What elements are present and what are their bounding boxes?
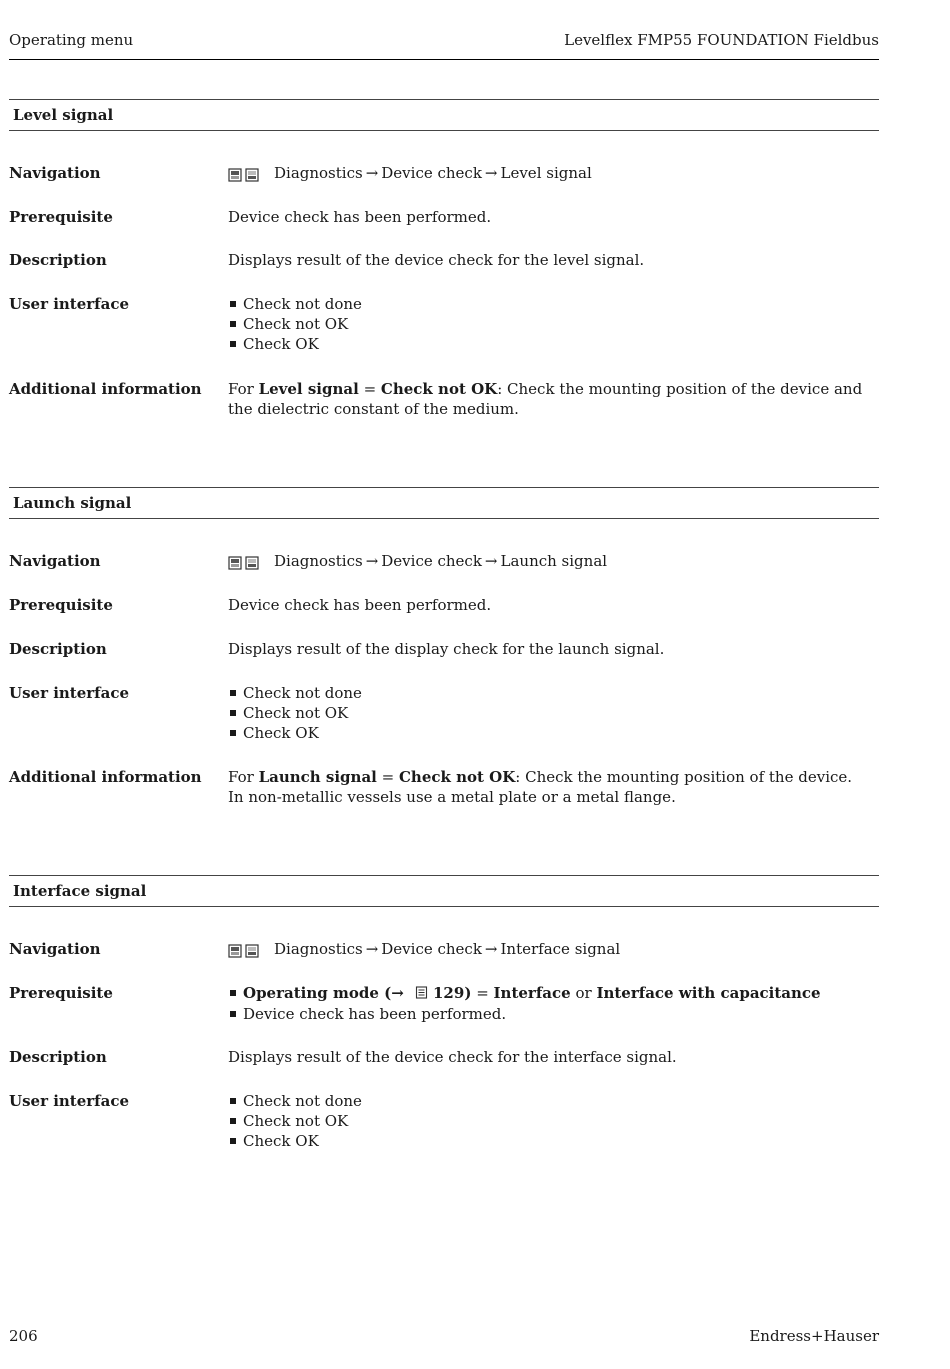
page-number: 206 xyxy=(9,1327,38,1345)
label-user-interface: User interface xyxy=(9,1092,130,1110)
brand-name: Endress+Hauser xyxy=(749,1327,879,1345)
section-title: Launch signal xyxy=(9,487,879,519)
label-user-interface: User interface xyxy=(9,684,130,702)
bullet-icon xyxy=(230,1138,236,1144)
page-reference[interactable]: 129 xyxy=(433,984,465,1002)
prerequisite-list xyxy=(228,983,868,1024)
label-navigation: Navigation xyxy=(9,552,101,570)
section-launch-signal xyxy=(9,487,879,519)
label-additional-information: Additional information xyxy=(9,768,202,786)
nav-step-3: Interface signal xyxy=(500,940,621,958)
arrow-icon: → xyxy=(365,164,379,182)
navigation-path xyxy=(228,551,868,572)
list-item: Check OK xyxy=(228,1131,868,1151)
label-description: Description xyxy=(9,251,107,269)
bullet-icon xyxy=(230,321,236,327)
operating-tool-icons xyxy=(228,552,260,572)
bullet-icon xyxy=(230,710,236,716)
navigation-path xyxy=(228,163,868,184)
nav-step-2: Device check xyxy=(381,552,482,570)
list-item: Check not done xyxy=(228,683,868,703)
section-interface-signal xyxy=(9,875,879,907)
page-header xyxy=(9,31,879,60)
arrow-icon: → xyxy=(365,940,379,958)
label-prerequisite: Prerequisite xyxy=(9,984,113,1002)
list-item: Check not OK xyxy=(228,1111,868,1131)
chapter-title: Operating menu xyxy=(9,31,134,49)
bullet-icon xyxy=(230,690,236,696)
bullet-icon xyxy=(230,1098,236,1104)
label-prerequisite: Prerequisite xyxy=(9,596,113,614)
page-reference-icon xyxy=(415,984,429,1004)
nav-step-1: Diagnostics xyxy=(274,940,363,958)
label-user-interface: User interface xyxy=(9,295,130,313)
bullet-icon xyxy=(230,301,236,307)
nav-step-2: Device check xyxy=(381,940,482,958)
list-item: Check not OK xyxy=(228,703,868,723)
section-title: Interface signal xyxy=(9,875,879,907)
bullet-icon xyxy=(230,1118,236,1124)
operating-tool-icons xyxy=(228,940,260,960)
nav-step-1: Diagnostics xyxy=(274,552,363,570)
option-list xyxy=(228,294,868,354)
bullet-icon xyxy=(230,730,236,736)
bullet-icon xyxy=(230,990,236,996)
nav-step-3: Level signal xyxy=(500,164,592,182)
section-title: Level signal xyxy=(9,99,879,131)
option-list xyxy=(228,1091,868,1151)
arrow-icon: → xyxy=(365,552,379,570)
list-item: Device check has been performed. xyxy=(228,1004,868,1024)
bullet-icon xyxy=(230,341,236,347)
list-item: Check not done xyxy=(228,294,868,314)
list-item: Operating mode (→ 129) = Interface or Interface with capacitance xyxy=(228,983,868,1004)
arrow-icon: → xyxy=(484,552,498,570)
label-prerequisite: Prerequisite xyxy=(9,208,113,226)
label-description: Description xyxy=(9,640,107,658)
list-item: Check not done xyxy=(228,1091,868,1111)
label-navigation: Navigation xyxy=(9,940,101,958)
bullet-icon xyxy=(230,1011,236,1017)
additional-text: For Level signal = Check not OK: Check the mounting position of the device and the dielectric constant of the medium. xyxy=(228,380,863,418)
nav-step-3: Launch signal xyxy=(500,552,608,570)
list-item: Check OK xyxy=(228,334,868,354)
document-title: Levelflex FMP55 FOUNDATION Fieldbus xyxy=(564,31,879,49)
description-text: Displays result of the display check for the launch signal. xyxy=(228,640,665,658)
list-item: Check not OK xyxy=(228,314,868,334)
description-text: Displays result of the device check for the level signal. xyxy=(228,251,645,269)
arrow-icon: → xyxy=(484,164,498,182)
option-list xyxy=(228,683,868,743)
nav-step-1: Diagnostics xyxy=(274,164,363,182)
prerequisite-text: Device check has been performed. xyxy=(228,208,492,226)
section-level-signal xyxy=(9,99,879,131)
list-item: Check OK xyxy=(228,723,868,743)
operating-tool-icons xyxy=(228,164,260,184)
description-text: Displays result of the device check for the interface signal. xyxy=(228,1048,677,1066)
additional-text: For Launch signal = Check not OK: Check the mounting position of the device. In non-metallic vessels use a metal plate or a metal flange. xyxy=(228,768,853,806)
navigation-path xyxy=(228,939,868,960)
label-navigation: Navigation xyxy=(9,164,101,182)
arrow-icon: → xyxy=(484,940,498,958)
prerequisite-text: Device check has been performed. xyxy=(228,596,492,614)
nav-step-2: Device check xyxy=(381,164,482,182)
label-additional-information: Additional information xyxy=(9,380,202,398)
label-description: Description xyxy=(9,1048,107,1066)
